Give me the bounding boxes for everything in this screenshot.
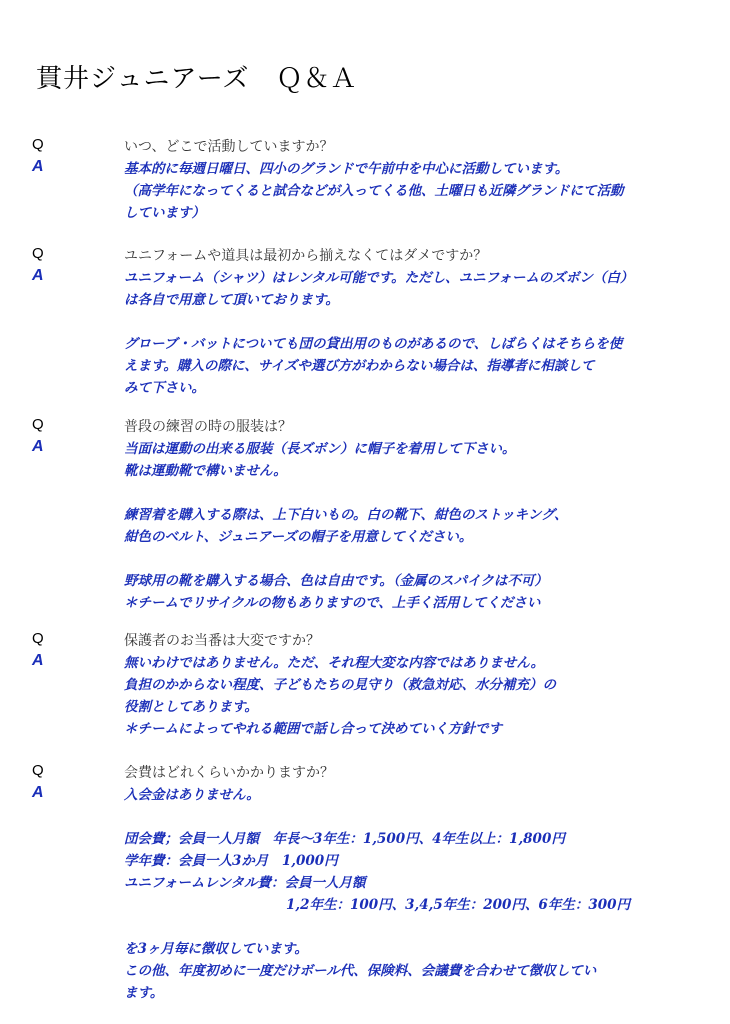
answer-line: 1,2年生：100円、3,4,5年生：200円、6年生：300円: [124, 897, 630, 913]
question-text: 保護者のお当番は大変ですか？: [124, 633, 320, 649]
answer-gap: [124, 311, 694, 333]
answer-line: 野球用の靴を購入する場合、色は自由です。（金属のスパイクは不可）: [124, 573, 548, 589]
question-row: [0, 762, 730, 784]
answer-line: みて下さい。: [124, 380, 205, 396]
answer-line: ユニフォームレンタル費：会員一人月額: [124, 875, 366, 891]
answer-text: [124, 784, 694, 1004]
qa-item-3: [0, 416, 730, 614]
qa-item-5: [0, 762, 730, 1004]
answer-line: 入会金はありません。: [124, 787, 260, 803]
answer-row: [0, 652, 730, 740]
a-mark: A: [32, 158, 44, 175]
question-row: [0, 245, 730, 267]
a-mark: A: [32, 267, 44, 284]
answer-line: は各自で用意して頂いております。: [124, 292, 339, 308]
qa-item-4: [0, 630, 730, 740]
answer-row: [0, 784, 730, 1004]
q-mark: Q: [32, 136, 44, 153]
page-title: 貫井ジュニアーズ Ｑ＆Ａ: [36, 64, 358, 94]
answer-row: [0, 438, 730, 614]
answer-line: 団会費；会員一人月額 年長～3年生：1,500円、4年生以上：1,800円: [124, 831, 565, 847]
question-row: [0, 630, 730, 652]
a-mark: A: [32, 652, 44, 669]
question-text: ユニフォームや道具は最初から揃えなくてはダメですか？: [124, 248, 488, 264]
answer-line: 練習着を購入する際は、上下白いもの。白の靴下、紺色のストッキング、: [124, 507, 568, 523]
answer-line: ＊チームでリサイクルの物もありますので、上手く活用してください: [124, 595, 541, 611]
answer-text: [124, 267, 694, 399]
answer-gap: [124, 548, 694, 570]
answer-line: 当面は運動の出来る服装（長ズボン）に帽子を着用して下さい。: [124, 441, 516, 457]
answer-line: この他、年度初めに一度だけボール代、保険料、会議費を合わせて徴収してい: [124, 963, 597, 979]
qa-item-1: [0, 136, 730, 224]
answer-line: しています）: [124, 205, 205, 221]
question-text: 普段の練習の時の服装は？: [124, 419, 292, 435]
question-text: 会費はどれくらいかかりますか？: [124, 765, 334, 781]
answer-line: 負担のかからない程度、子どもたちの見守り（救急対応、水分補充）の: [124, 677, 556, 693]
q-mark: Q: [32, 416, 44, 433]
answer-line: ユニフォーム（シャツ）はレンタル可能です。ただし、ユニフォームのズボン（白）: [124, 270, 634, 286]
answer-row: [0, 158, 730, 224]
answer-line: 紺色のベルト、ジュニアーズの帽子を用意してください。: [124, 529, 473, 545]
q-mark: Q: [32, 762, 44, 779]
q-mark: Q: [32, 245, 44, 262]
answer-line: 学年費：会員一人3か月 1,000円: [124, 853, 338, 869]
answer-line: グローブ・バットについても団の貸出用のものがあるので、しばらくはそちらを使: [124, 336, 623, 352]
answer-line: （高学年になってくると試合などが入ってくる他、土曜日も近隣グランドにて活動: [124, 183, 624, 199]
answer-line: 靴は運動靴で構いません。: [124, 463, 287, 479]
q-mark: Q: [32, 630, 44, 647]
answer-row: [0, 267, 730, 399]
answer-line: 無いわけではありません。ただ、それ程大変な内容ではありません。: [124, 655, 545, 671]
answer-line: ます。: [124, 985, 164, 1001]
qa-item-2: [0, 245, 730, 399]
question-row: [0, 416, 730, 438]
answer-line: 役割としてあります。: [124, 699, 258, 715]
question-text: いつ、どこで活動していますか？: [124, 139, 334, 155]
answer-text: [124, 158, 694, 224]
answer-line: えます。購入の際に、サイズや選び方がわからない場合は、指導者に相談して: [124, 358, 595, 374]
answer-line: 基本的に毎週日曜日、四小のグランドで午前中を中心に活動しています。: [124, 161, 569, 177]
answer-text: [124, 438, 694, 614]
answer-gap: [124, 916, 694, 938]
answer-line: ＊チームによってやれる範囲で話し合って決めていく方針です: [124, 721, 502, 737]
answer-gap: [124, 482, 694, 504]
question-row: [0, 136, 730, 158]
answer-gap: [124, 806, 694, 828]
a-mark: A: [32, 438, 44, 455]
answer-text: [124, 652, 694, 740]
a-mark: A: [32, 784, 44, 801]
answer-line: を3ヶ月毎に徴収しています。: [124, 941, 308, 957]
